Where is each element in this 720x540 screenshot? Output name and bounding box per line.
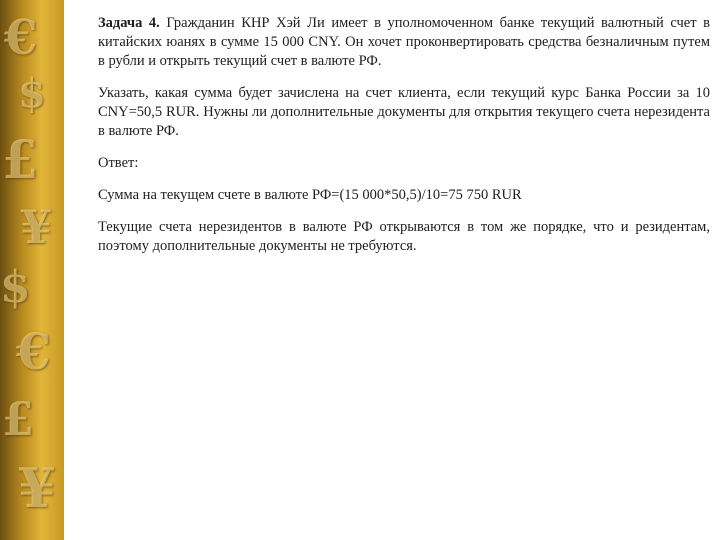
decorative-currency-panel: [0, 0, 64, 540]
answer-label: Ответ:: [98, 155, 139, 171]
task-text: Гражданин КНР Хэй Ли имеет в уполномоченном банке текущий валютный счет в китайских юанях в сумме 15 000 CNY. Он хочет проконвертировать средства безналичным путем в рубли и открыть текущий счет в валюте РФ.: [98, 15, 710, 69]
task-label: Задача 4.: [98, 15, 160, 31]
slide: [64, 0, 720, 540]
currency-symbol-icon: €: [4, 10, 38, 66]
currency-symbol-icon: £: [2, 130, 39, 191]
currency-symbol-icon: ¥: [18, 456, 56, 520]
currency-symbol-icon: $: [18, 70, 46, 117]
currency-symbol-icon: £: [2, 392, 35, 446]
calculation-paragraph: Сумма на текущем счете в валюте РФ=(15 000*50,5)/10=75 750 RUR: [98, 187, 522, 203]
slide-content: [98, 14, 710, 269]
question-paragraph: Указать, какая сумма будет зачислена на счет клиента, если текущий курс Банка России за 10 CNY=50,5 RUR. Нужны ли дополнительные документы для открытия текущего счета нерезидента в валюте РФ.: [98, 85, 710, 139]
conclusion-paragraph: Текущие счета нерезидентов в валюте РФ открываются в том же порядке, что и резидентам, поэтому дополнительные документы не требуются.: [98, 219, 710, 254]
task-paragraph: [98, 14, 710, 71]
currency-symbol-icon: $: [0, 262, 31, 313]
currency-symbol-icon: €: [16, 322, 51, 381]
currency-symbol-icon: ¥: [20, 200, 53, 254]
